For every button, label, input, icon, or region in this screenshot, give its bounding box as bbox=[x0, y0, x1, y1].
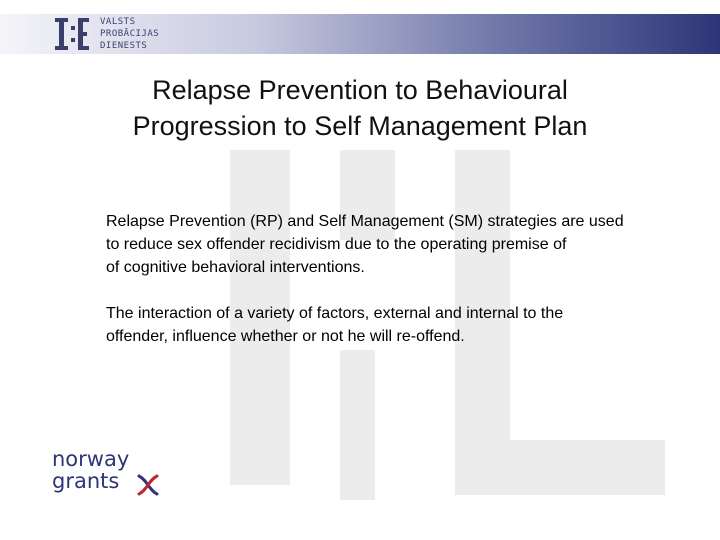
ie-monogram-icon bbox=[45, 14, 95, 54]
brand-line-2: PROBĀCIJAS bbox=[100, 29, 160, 39]
slide-title bbox=[40, 72, 680, 144]
paragraph-1-line-3: of cognitive behavioral interventions. bbox=[106, 259, 365, 276]
norway-grants-logo bbox=[40, 440, 170, 510]
paragraph-1-line-1: Relapse Prevention (RP) and Self Management (SM) strategies are used bbox=[106, 213, 624, 230]
title-line-2: Progression to Self Management Plan bbox=[132, 111, 588, 141]
norway-grants-text bbox=[52, 448, 129, 492]
paragraph-1-line-2: to reduce sex offender recidivism due to the operating premise of bbox=[106, 236, 567, 253]
title-line-1: Relapse Prevention to Behavioural bbox=[152, 75, 568, 105]
paragraph-1 bbox=[106, 210, 706, 279]
brand-line-3: DIENESTS bbox=[100, 41, 148, 51]
paragraph-2 bbox=[106, 302, 706, 348]
brand-logo bbox=[45, 14, 175, 54]
norway-grants-cross-icon bbox=[135, 472, 161, 498]
brand-text bbox=[100, 16, 159, 52]
slide-body bbox=[106, 210, 706, 371]
paragraph-2-line-1: The interaction of a variety of factors, external and internal to the bbox=[106, 305, 564, 322]
paragraph-2-line-2: offender, influence whether or not he will re-offend. bbox=[106, 328, 465, 345]
norway-grants-line-2: grants bbox=[52, 469, 120, 493]
norway-grants-line-1: norway bbox=[52, 447, 130, 471]
brand-line-1: VALSTS bbox=[100, 17, 136, 27]
